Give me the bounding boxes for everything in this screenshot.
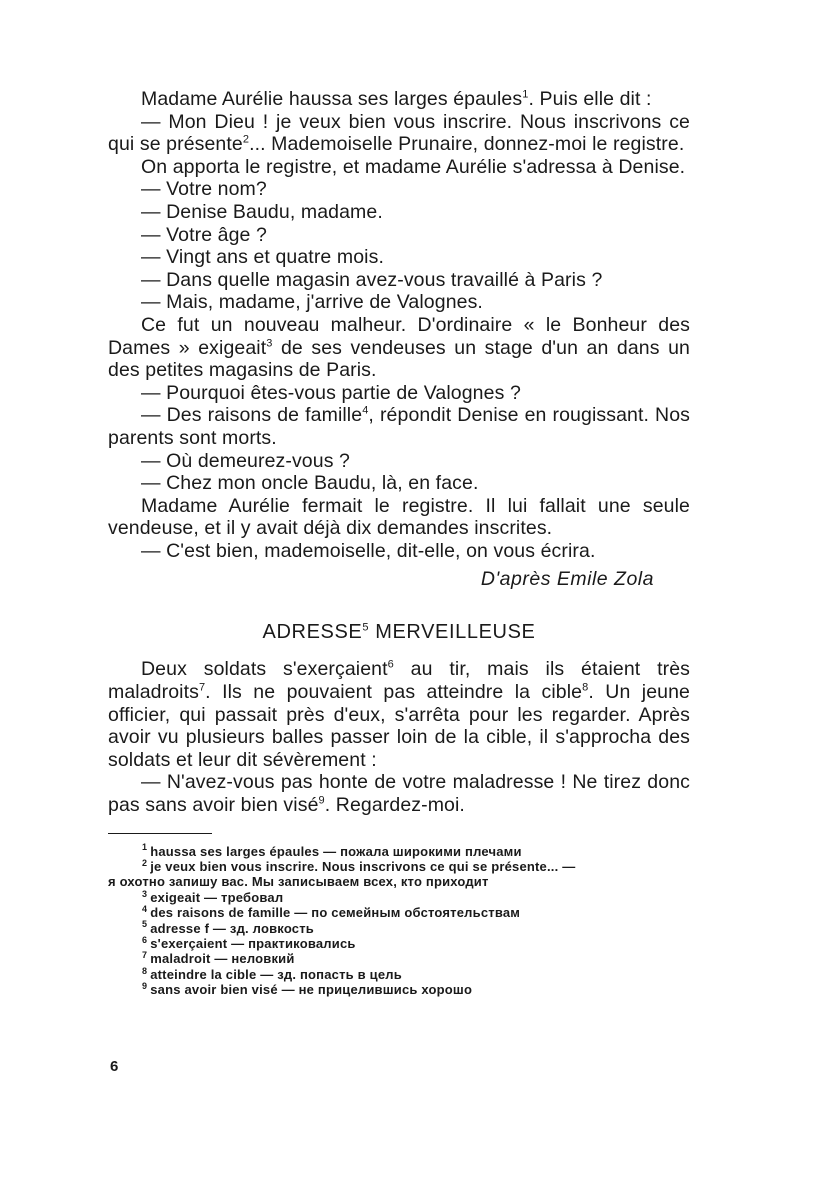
text: . Ils ne pouvaient pas atteindre la cible <box>205 681 583 704</box>
dialogue-line: — Votre nom? <box>141 178 267 201</box>
footnote <box>108 967 690 982</box>
footnote-number: 3 <box>142 888 148 899</box>
page-content <box>108 88 690 998</box>
footnote <box>108 859 690 874</box>
paragraph <box>108 314 690 382</box>
footnote <box>108 951 690 966</box>
footnote <box>108 890 690 905</box>
dialogue-line: — Mais, madame, j'arrive de Valognes. <box>141 291 483 314</box>
footnote-text: haussa ses larges épaules — пожала широкими плечами <box>150 843 522 859</box>
author-attribution: D'après Emile Zola <box>480 568 654 591</box>
footnote-number: 8 <box>142 965 148 976</box>
footnote-text: exigeait — требовал <box>150 889 284 905</box>
footnote <box>108 905 690 920</box>
text: . Regardez-moi. <box>324 794 465 817</box>
dialogue-line: — Vingt ans et quatre mois. <box>141 246 384 269</box>
footnote <box>108 982 690 997</box>
footnote-text: atteindre la cible — зд. попасть в цель <box>150 966 402 982</box>
footnote-text: sans avoir bien visé — не прицелившись хорошо <box>150 982 473 998</box>
footnote-mark: 4 <box>362 404 369 417</box>
dialogue-line <box>108 404 690 449</box>
text: ... Mademoiselle Prunaire, donnez-moi le registre. <box>249 133 685 156</box>
text: , répondit Denise en rougissant. Nos parents sont morts. <box>108 404 691 449</box>
footnote-text: adresse f — зд. ловкость <box>150 920 314 936</box>
text: au tir, mais ils étaient très maladroits <box>108 658 690 704</box>
dialogue-line: — Pourquoi êtes-vous partie de Valognes ? <box>141 381 521 404</box>
footnote-mark: 5 <box>362 621 370 634</box>
paragraph: On apporta le registre, et madame Aurélie s'adressa à Denise. <box>141 155 686 178</box>
paragraph <box>108 88 690 111</box>
footnote-continuation <box>108 874 690 889</box>
text: . Un jeune officier, qui passait près d'eux, s'arrêta pour les regarder. Après avoir vu plusieurs balles passer loin de la cible, il s'approcha des soldats et leur dit sévèrement : <box>108 681 690 771</box>
text: — Des raisons de famille <box>141 404 363 427</box>
footnote-mark: 8 <box>582 681 589 694</box>
dialogue-line: — Votre âge ? <box>141 223 267 246</box>
text: Ce fut un nouveau malheur. D'ordinaire « le Bonheur des Dames » exigeait <box>108 313 690 359</box>
text: Madame Aurélie haussa ses larges épaules <box>141 88 523 110</box>
footnote-number: 1 <box>142 842 148 853</box>
footnote-number: 2 <box>142 857 148 868</box>
footnote-mark: 6 <box>387 658 394 671</box>
section-title <box>108 620 690 644</box>
footnote-mark: 1 <box>522 88 529 101</box>
text: Deux soldats s'exerçaient <box>141 658 388 681</box>
footnotes <box>108 844 690 998</box>
footnote-text: des raisons de famille — по семейным обстоятельствам <box>150 905 521 921</box>
paragraph: Madame Aurélie fermait le registre. Il lui fallait une seule vendeuse, et il y avait déjà dix demandes inscrites. <box>108 494 690 540</box>
footnote-text: я охотно запишу вас. Мы записываем всех, кто приходит <box>108 874 489 890</box>
footnote-divider <box>108 833 212 834</box>
footnote-mark: 2 <box>242 133 250 146</box>
footnote <box>108 921 690 936</box>
text: — Mon Dieu ! je veux bien vous inscrire. Nous inscrivons ce qui se présente <box>108 110 690 156</box>
paragraph <box>108 771 690 816</box>
dialogue-line: — Dans quelle magasin avez-vous travaillé à Paris ? <box>141 268 603 291</box>
text: — N'avez-vous pas honte de votre maladresse ! Ne tirez donc pas sans avoir bien visé <box>108 771 690 817</box>
footnote-text: maladroit — неловкий <box>150 951 295 967</box>
footnote-mark: 3 <box>266 337 273 350</box>
footnote-number: 6 <box>142 934 148 945</box>
text: de ses vendeuses un stage d'un an dans un des petites magasins de Paris. <box>108 336 690 382</box>
dialogue-line: — Où demeurez-vous ? <box>141 449 351 472</box>
footnote <box>108 936 690 951</box>
paragraph <box>108 111 690 156</box>
footnote-mark: 9 <box>318 794 325 807</box>
dialogue-line: — C'est bien, mademoiselle, dit-elle, on vous écrira. <box>141 539 596 562</box>
footnote-number: 5 <box>142 919 148 930</box>
text: . Puis elle dit : <box>528 88 652 110</box>
footnote-number: 7 <box>142 950 148 961</box>
paragraph <box>108 658 690 771</box>
footnote-text: s'exerçaient — практиковались <box>150 936 356 952</box>
text: MERVEILLEUSE <box>369 621 536 644</box>
dialogue-line: — Chez mon oncle Baudu, là, en face. <box>141 472 479 495</box>
footnote-mark: 7 <box>198 681 206 694</box>
page-number: 6 <box>110 1058 119 1075</box>
footnote-text: je veux bien vous inscrire. Nous inscrivons ce qui se présente... — <box>150 859 576 875</box>
text: ADRESSE <box>262 621 363 644</box>
footnote-number: 9 <box>142 980 148 991</box>
dialogue-line: — Denise Baudu, madame. <box>141 200 383 223</box>
footnote-number: 4 <box>142 903 148 914</box>
footnote <box>108 844 690 859</box>
